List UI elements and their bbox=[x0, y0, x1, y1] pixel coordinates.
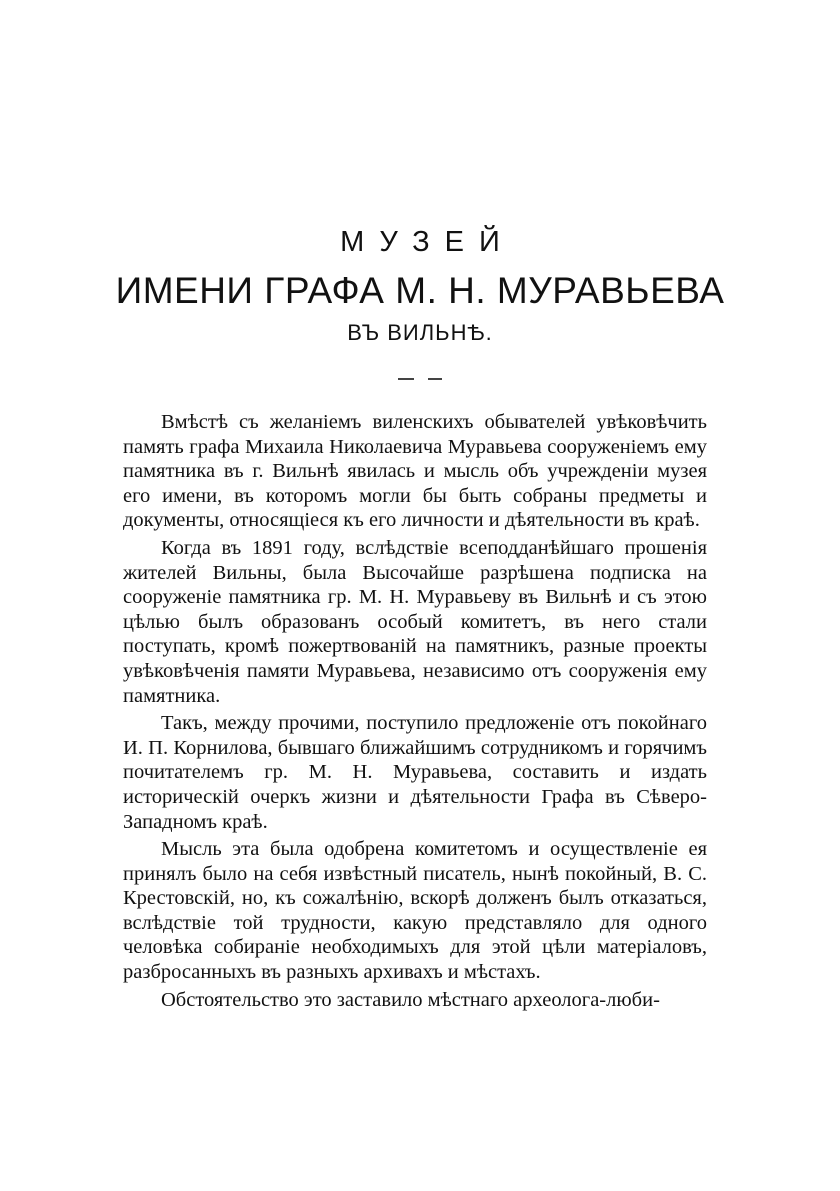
body-text bbox=[123, 410, 707, 1015]
heading-museum: МУЗЕЙ bbox=[340, 226, 515, 258]
paragraph-2: Когда въ 1891 году, вслѣдствіе всеподданѣйшаго прошенія жителей Вильны, была Высочайше разрѣшена подписка на сооруженіе памятника гр. М. Н. Муравьеву въ Вильнѣ и съ этою цѣлью былъ образованъ особый комитетъ, въ него стали поступать, кромѣ пожертвованій на памятникъ, разные проекты увѣковѣченія памяти Муравьева, независимо отъ сооруженія ему памятника. bbox=[123, 536, 707, 707]
paragraph-1: Вмѣстѣ съ желаніемъ виленскихъ обывателей увѣковѣчить память графа Михаила Николаевича Муравьева сооруженіемъ ему памятника въ г. Вильнѣ явилась и мысль объ учрежденіи музея его имени, въ которомъ могли бы быть собраны предметы и документы, относящіеся къ его личности и дѣятельности въ краѣ. bbox=[123, 411, 707, 532]
decorative-rule bbox=[398, 378, 448, 382]
paragraph-4: Мысль эта была одобрена комитетомъ и осуществленіе ея принялъ было на себя извѣстный писатель, нынѣ покойный, В. С. Крестовскій, но, къ сожалѣнію, вскорѣ долженъ былъ отказаться, вслѣдствіе той трудности, какую представляло для одного человѣка собираніе необходимыхъ для этой цѣли матеріаловъ, разбросанныхъ въ разныхъ архивахъ и мѣстахъ. bbox=[123, 838, 707, 984]
heading-in-vilna: ВЪ ВИЛЬНѢ. bbox=[347, 320, 493, 345]
heading-name-of-count: ИМЕНИ ГРАФА М. Н. МУРАВЬЕВА bbox=[115, 270, 725, 311]
paragraph-5: Обстоятельство это заставило мѣстнаго археолога-люби- bbox=[161, 988, 660, 1011]
paragraph-3: Такъ, между прочими, поступило предложеніе отъ покойнаго И. П. Корнилова, бывшаго ближайшимъ сотрудникомъ и горячимъ почитателемъ гр. М. Н. Муравьева, составить и издать историческій очеркъ жизни и дѣятельности Графа въ Сѣверо-Западномъ краѣ. bbox=[123, 712, 707, 833]
